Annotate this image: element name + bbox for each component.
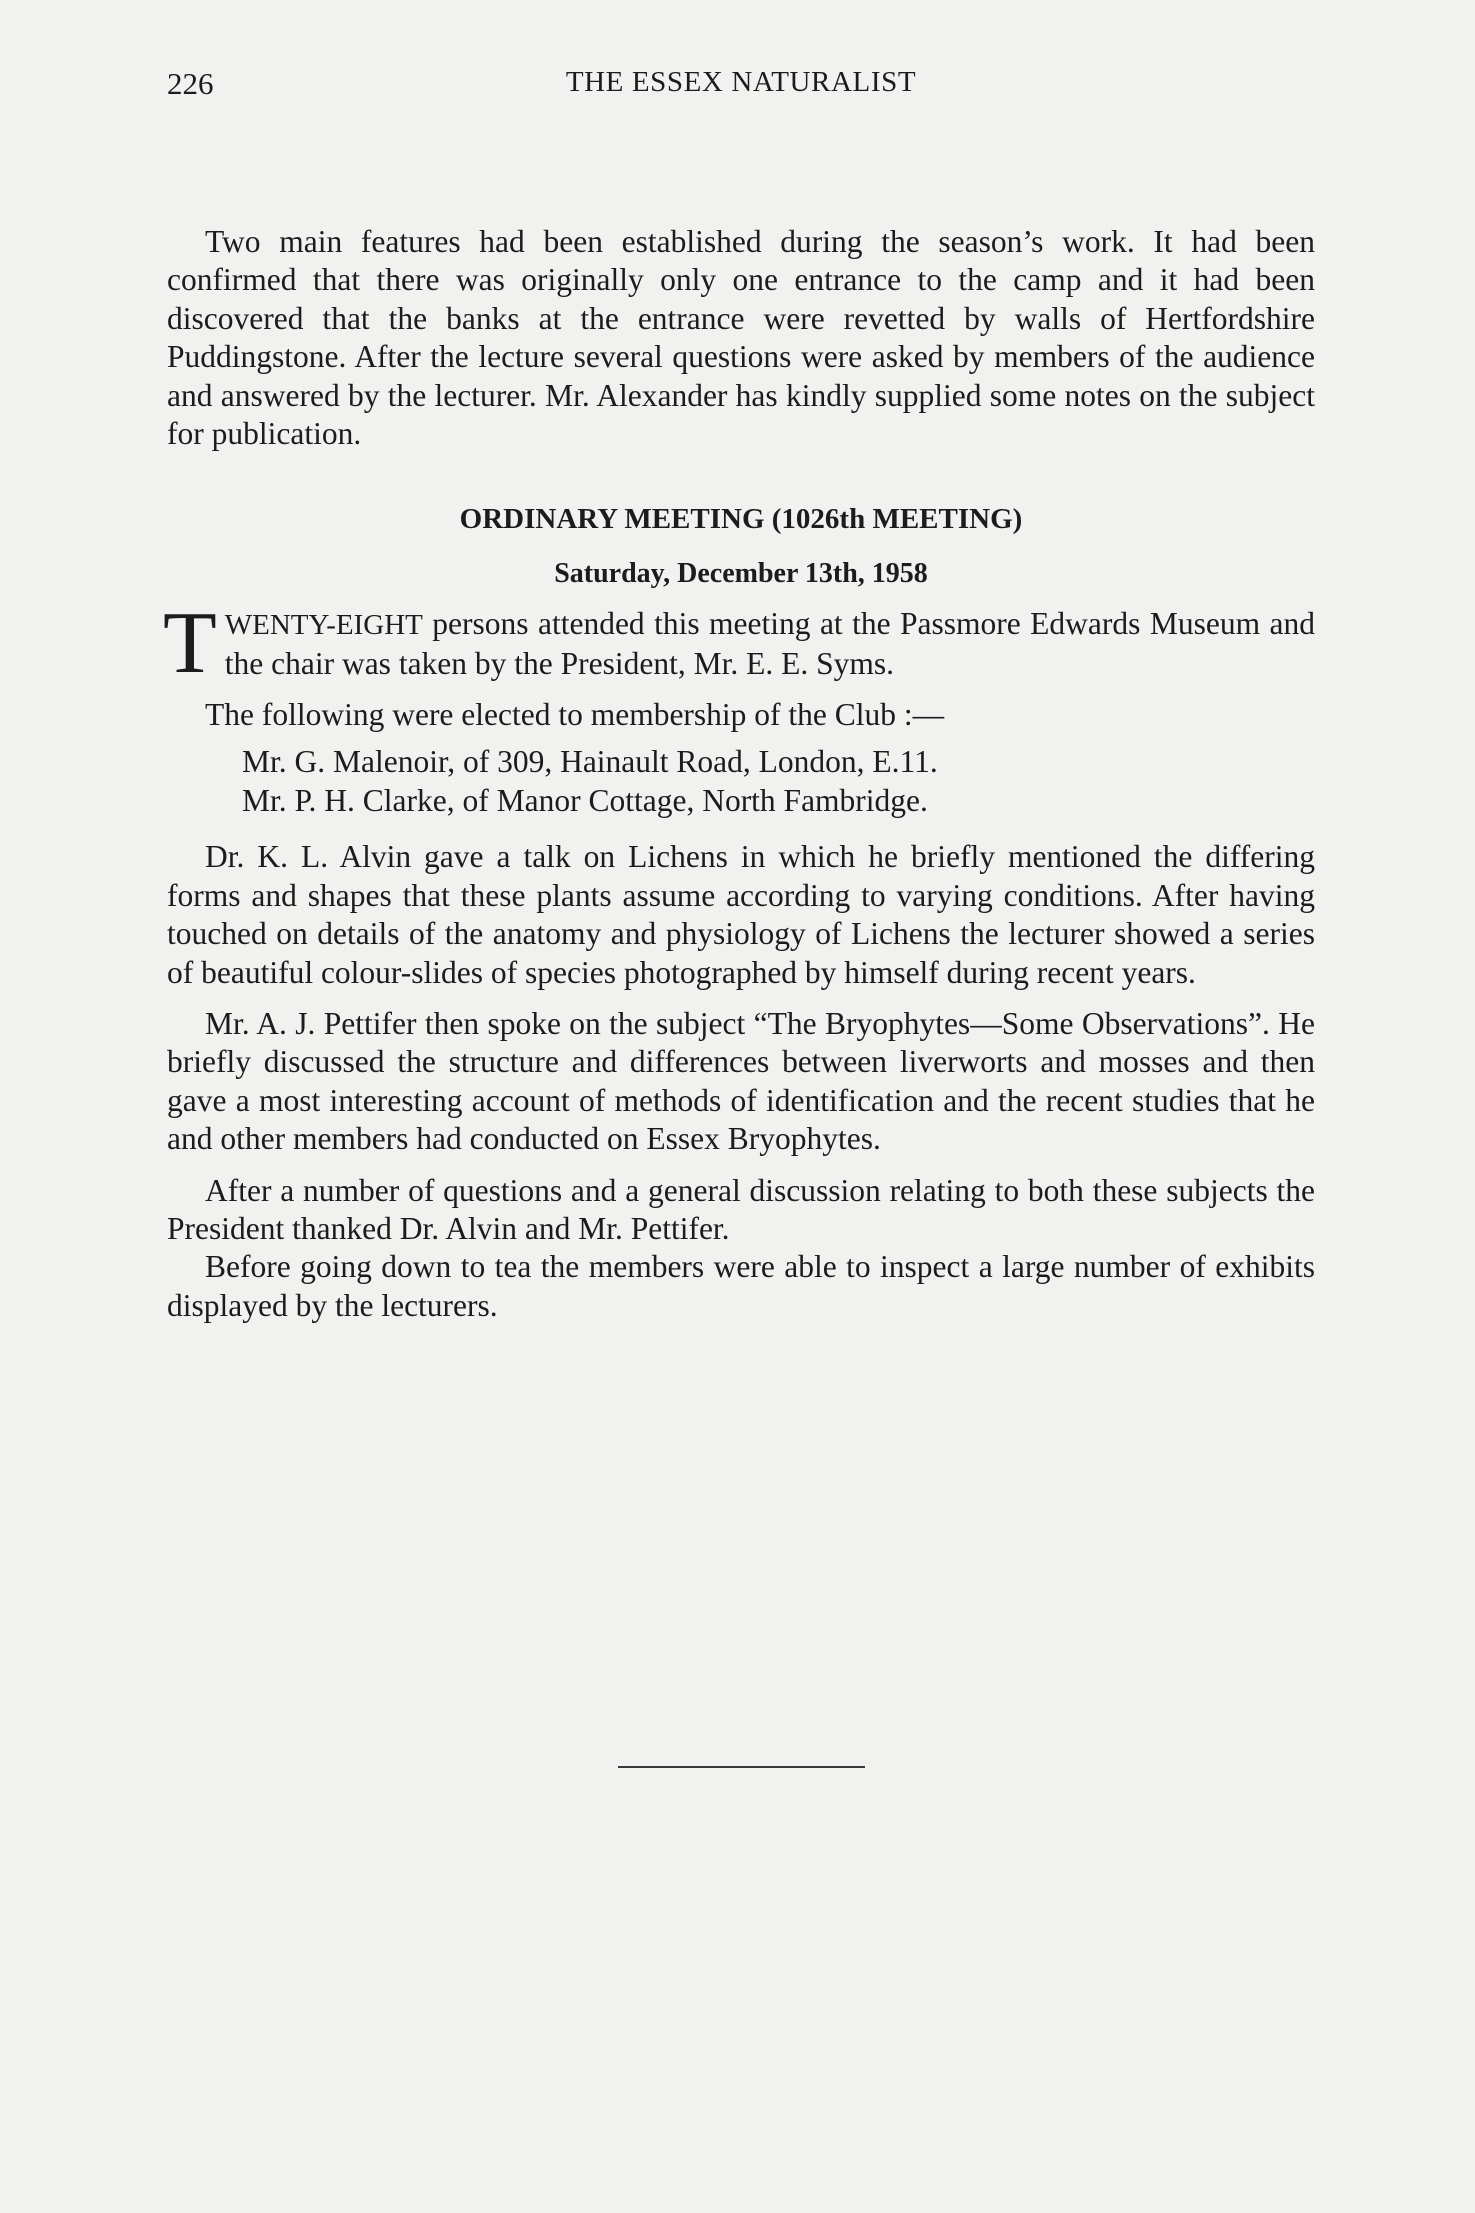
paragraph-elected-intro: The following were elected to membership of the Club :— [205, 697, 945, 733]
paragraph-discussion: After a number of questions and a general discussion relating to both these subjects the President thanked Dr. Alvin and Mr. Pettifer. [167, 1172, 1315, 1246]
new-members-list [167, 743, 1315, 820]
paragraph-pettifer-talk: Mr. A. J. Pettifer then spoke on the subject “The Bryophytes—Some Observations”. He briefly discussed the structure and differences between liverworts and mosses and then gave a most interesting account of methods of identification and the recent studies that he and other members had conducted on Essex Bryophytes. [167, 1005, 1315, 1157]
paragraph-attendance [163, 595, 1315, 693]
page-number: 226 [167, 66, 214, 101]
journal-title: THE ESSEX NATURALIST [565, 66, 917, 98]
list-item: Mr. P. H. Clarke, of Manor Cottage, North Fambridge. [242, 782, 928, 818]
running-head [167, 60, 1315, 110]
list-item: Mr. G. Malenoir, of 309, Hainault Road, London, E.11. [242, 744, 938, 780]
paragraph-alvin-talk: Dr. K. L. Alvin gave a talk on Lichens in which he briefly mentioned the differing forms and shapes that these plants assume according to varying conditions. After having touched on details of the anatomy and physiology of Lichens the lecturer showed a series of beautiful colour-slides of species photographed by himself during recent years. [167, 839, 1315, 990]
body-text [163, 223, 1315, 1325]
opening-text: persons attended this meeting at the Passmore Edwards Museum and the chair was taken by the President, Mr. E. E. Syms. [224, 606, 1315, 681]
opening-smallcaps: WENTY-EIGHT [224, 609, 423, 642]
meeting-heading: ORDINARY MEETING (1026th MEETING) [459, 503, 1023, 536]
paragraph-excavation-summary: Two main features had been established during the season’s work. It had been confirmed that there was originally only one entrance to the camp and it had been discovered that the banks at the entrance were revetted by walls of Hertfordshire Puddingstone. After the lecture several questions were asked by members of the audience and answered by the lecturer. Mr. Alexander has kindly supplied some notes on the subject for publication. [167, 224, 1315, 452]
meeting-date: Saturday, December 13th, 1958 [554, 557, 928, 589]
paragraph-exhibits: Before going down to tea the members were able to inspect a large number of exhibits displayed by the lecturers. [167, 1249, 1315, 1323]
drop-cap: T [163, 595, 217, 693]
document-page [163, 60, 1315, 1325]
section-end-rule [618, 1766, 865, 1768]
